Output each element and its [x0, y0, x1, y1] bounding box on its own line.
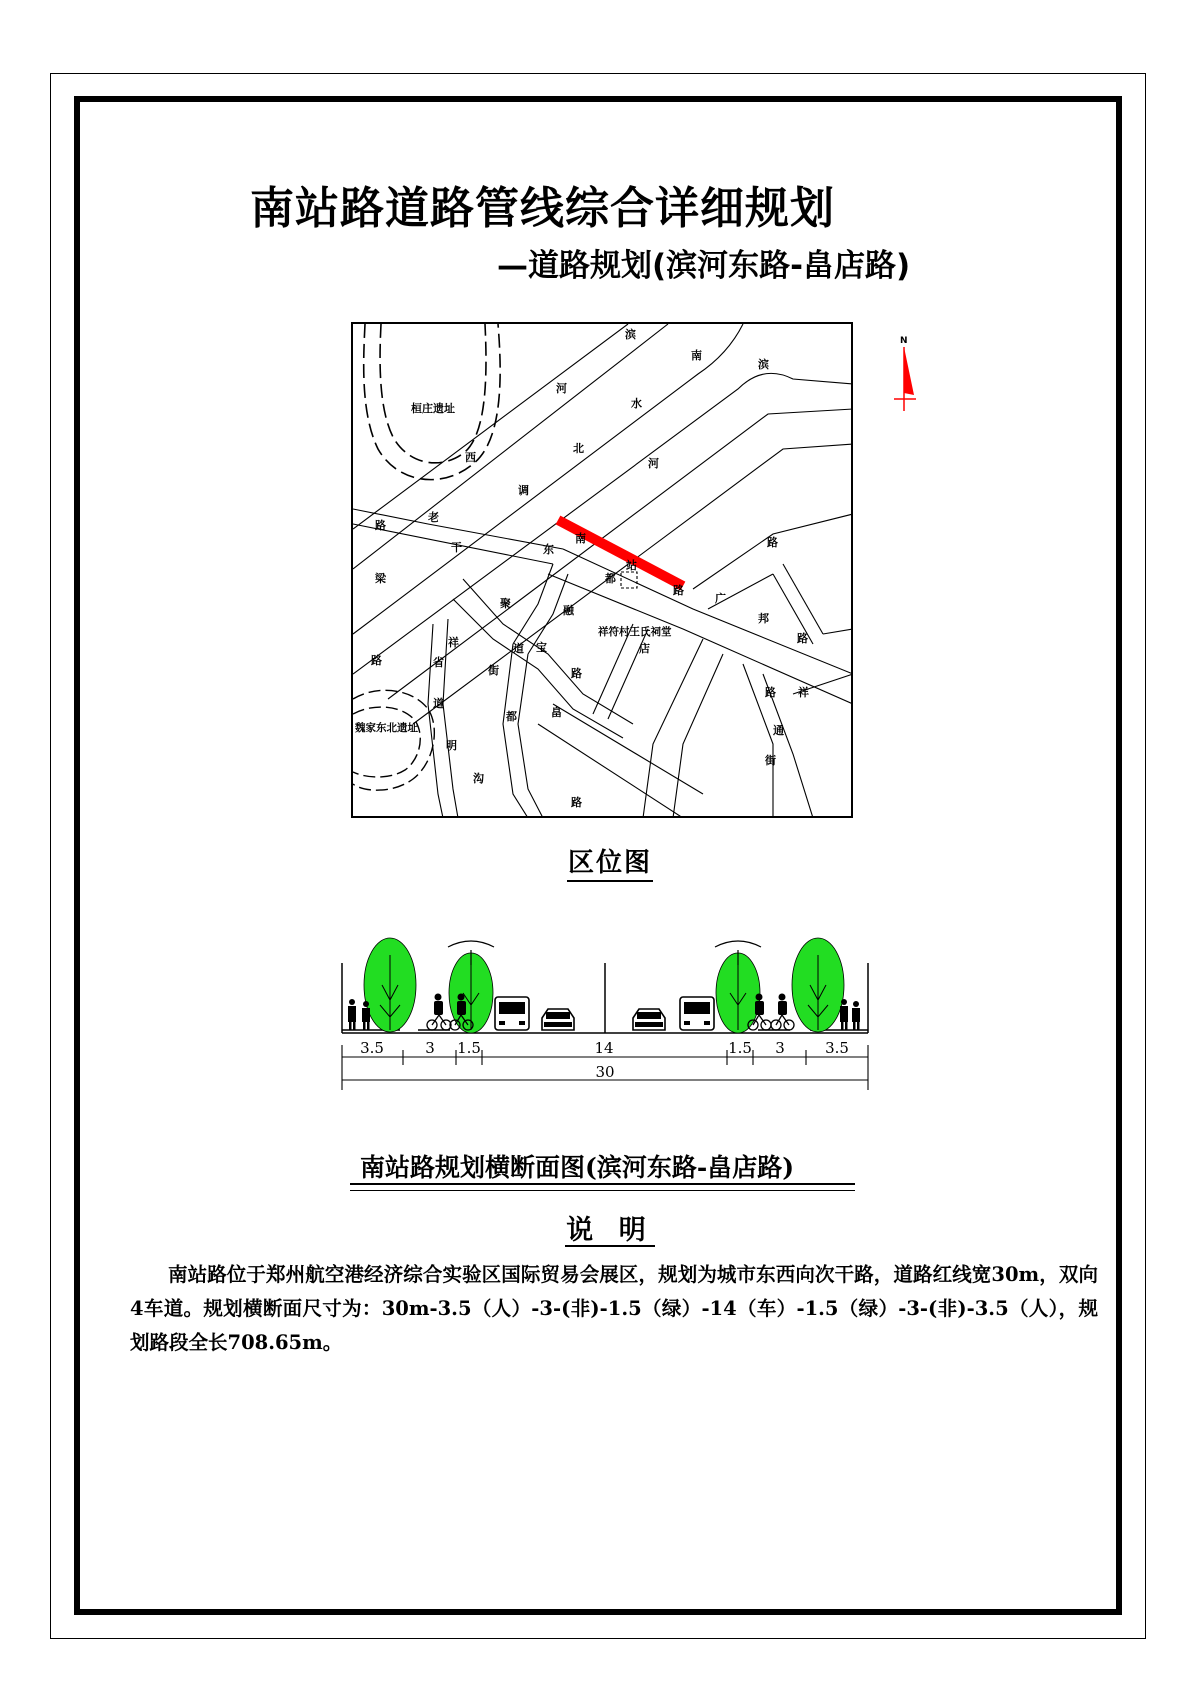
map-label: 都: [506, 710, 517, 723]
map-label: 干: [451, 541, 462, 554]
map-label: 都: [605, 572, 616, 585]
map-label: 祥: [798, 686, 809, 699]
map-label: 路: [371, 654, 382, 667]
segment-label: 3.5: [360, 1039, 384, 1057]
map-label: 道: [513, 642, 524, 655]
map-label: 沟: [473, 772, 484, 785]
map-label: 聚: [500, 597, 511, 610]
map-label: 水: [631, 397, 642, 410]
segment-label: 1.5: [728, 1039, 752, 1057]
map-label: 河: [556, 382, 567, 395]
segment-label: 3: [775, 1039, 785, 1057]
map-label: 河: [648, 457, 659, 470]
map-label: 西: [465, 451, 476, 464]
map-label: 明: [446, 739, 457, 752]
map-label: 东: [543, 543, 554, 556]
location-map: [351, 322, 853, 818]
segment-label: 1.5: [457, 1039, 481, 1057]
map-label: 融: [563, 604, 574, 617]
segment-label: 3: [425, 1039, 435, 1057]
map-label: 路: [375, 519, 386, 532]
caption-underline: [350, 1183, 855, 1185]
map-label: 宝: [536, 641, 547, 654]
map-label: 北: [573, 442, 584, 455]
map-label: 滨: [758, 358, 769, 371]
segment-label: 3.5: [825, 1039, 849, 1057]
map-label-huanzhuang-site: 桓庄遗址: [411, 402, 455, 415]
map-label: 滨: [625, 328, 636, 341]
map-label: 广: [715, 592, 726, 605]
map-label: 通: [773, 724, 784, 737]
caption-underline: [567, 880, 653, 882]
north-arrow-icon: [890, 333, 930, 413]
map-label: 祥: [448, 636, 459, 649]
cross-section-drawing: [330, 905, 890, 1120]
map-label: 老: [428, 511, 439, 524]
map-label: 街: [765, 754, 776, 767]
map-label: 路: [765, 686, 776, 699]
map-label: 畠: [551, 706, 562, 719]
map-label: 路: [571, 667, 582, 680]
map-label: 邦: [758, 612, 769, 625]
notes-body: 南站路位于郑州航空港经济综合实验区国际贸易会展区，规划为城市东西向次干路，道路红线宽30m，双向4车道。规划横断面尺寸为：30m-3.5（人）-3-(非)-1.5（绿）-14（车）-1.5（绿）-3-(非)-3.5（人），规划路段全长708.65m。: [130, 1263, 1098, 1354]
total-width-label: 30: [595, 1063, 615, 1081]
location-map-caption: 区位图: [567, 848, 652, 878]
map-label: 站: [626, 559, 637, 572]
car-icon: [542, 1009, 665, 1030]
location-map-drawing: [353, 324, 853, 818]
map-label: 南: [575, 532, 586, 545]
map-label-wangshi-temple: 祥符村王氏祠堂: [598, 626, 672, 638]
north-label: N: [900, 336, 908, 346]
map-label: 路: [797, 632, 808, 645]
map-label: 梁: [375, 572, 386, 585]
page-title: 南站路道路管线综合详细规划: [250, 183, 835, 234]
caption-underline: [565, 1245, 655, 1247]
map-label: 南: [691, 349, 702, 362]
cross-section-caption: 南站路规划横断面图(滨河东路-畠店路): [360, 1153, 795, 1182]
notes-heading: 说 明: [566, 1215, 654, 1246]
map-label: 路: [767, 536, 778, 549]
caption-underline: [350, 1190, 855, 1191]
map-label-weijia-site: 魏家东北遗址: [355, 722, 418, 734]
map-label: 路: [571, 796, 582, 809]
map-label: 调: [518, 484, 529, 497]
map-label: 省: [433, 656, 444, 669]
map-label: 道: [433, 697, 444, 710]
page-subtitle: —道路规划(滨河东路-畠店路): [497, 248, 911, 284]
segment-label: 14: [594, 1039, 614, 1057]
map-label: 路: [673, 584, 684, 597]
map-label: 店: [639, 642, 650, 655]
map-label: 街: [488, 664, 499, 677]
